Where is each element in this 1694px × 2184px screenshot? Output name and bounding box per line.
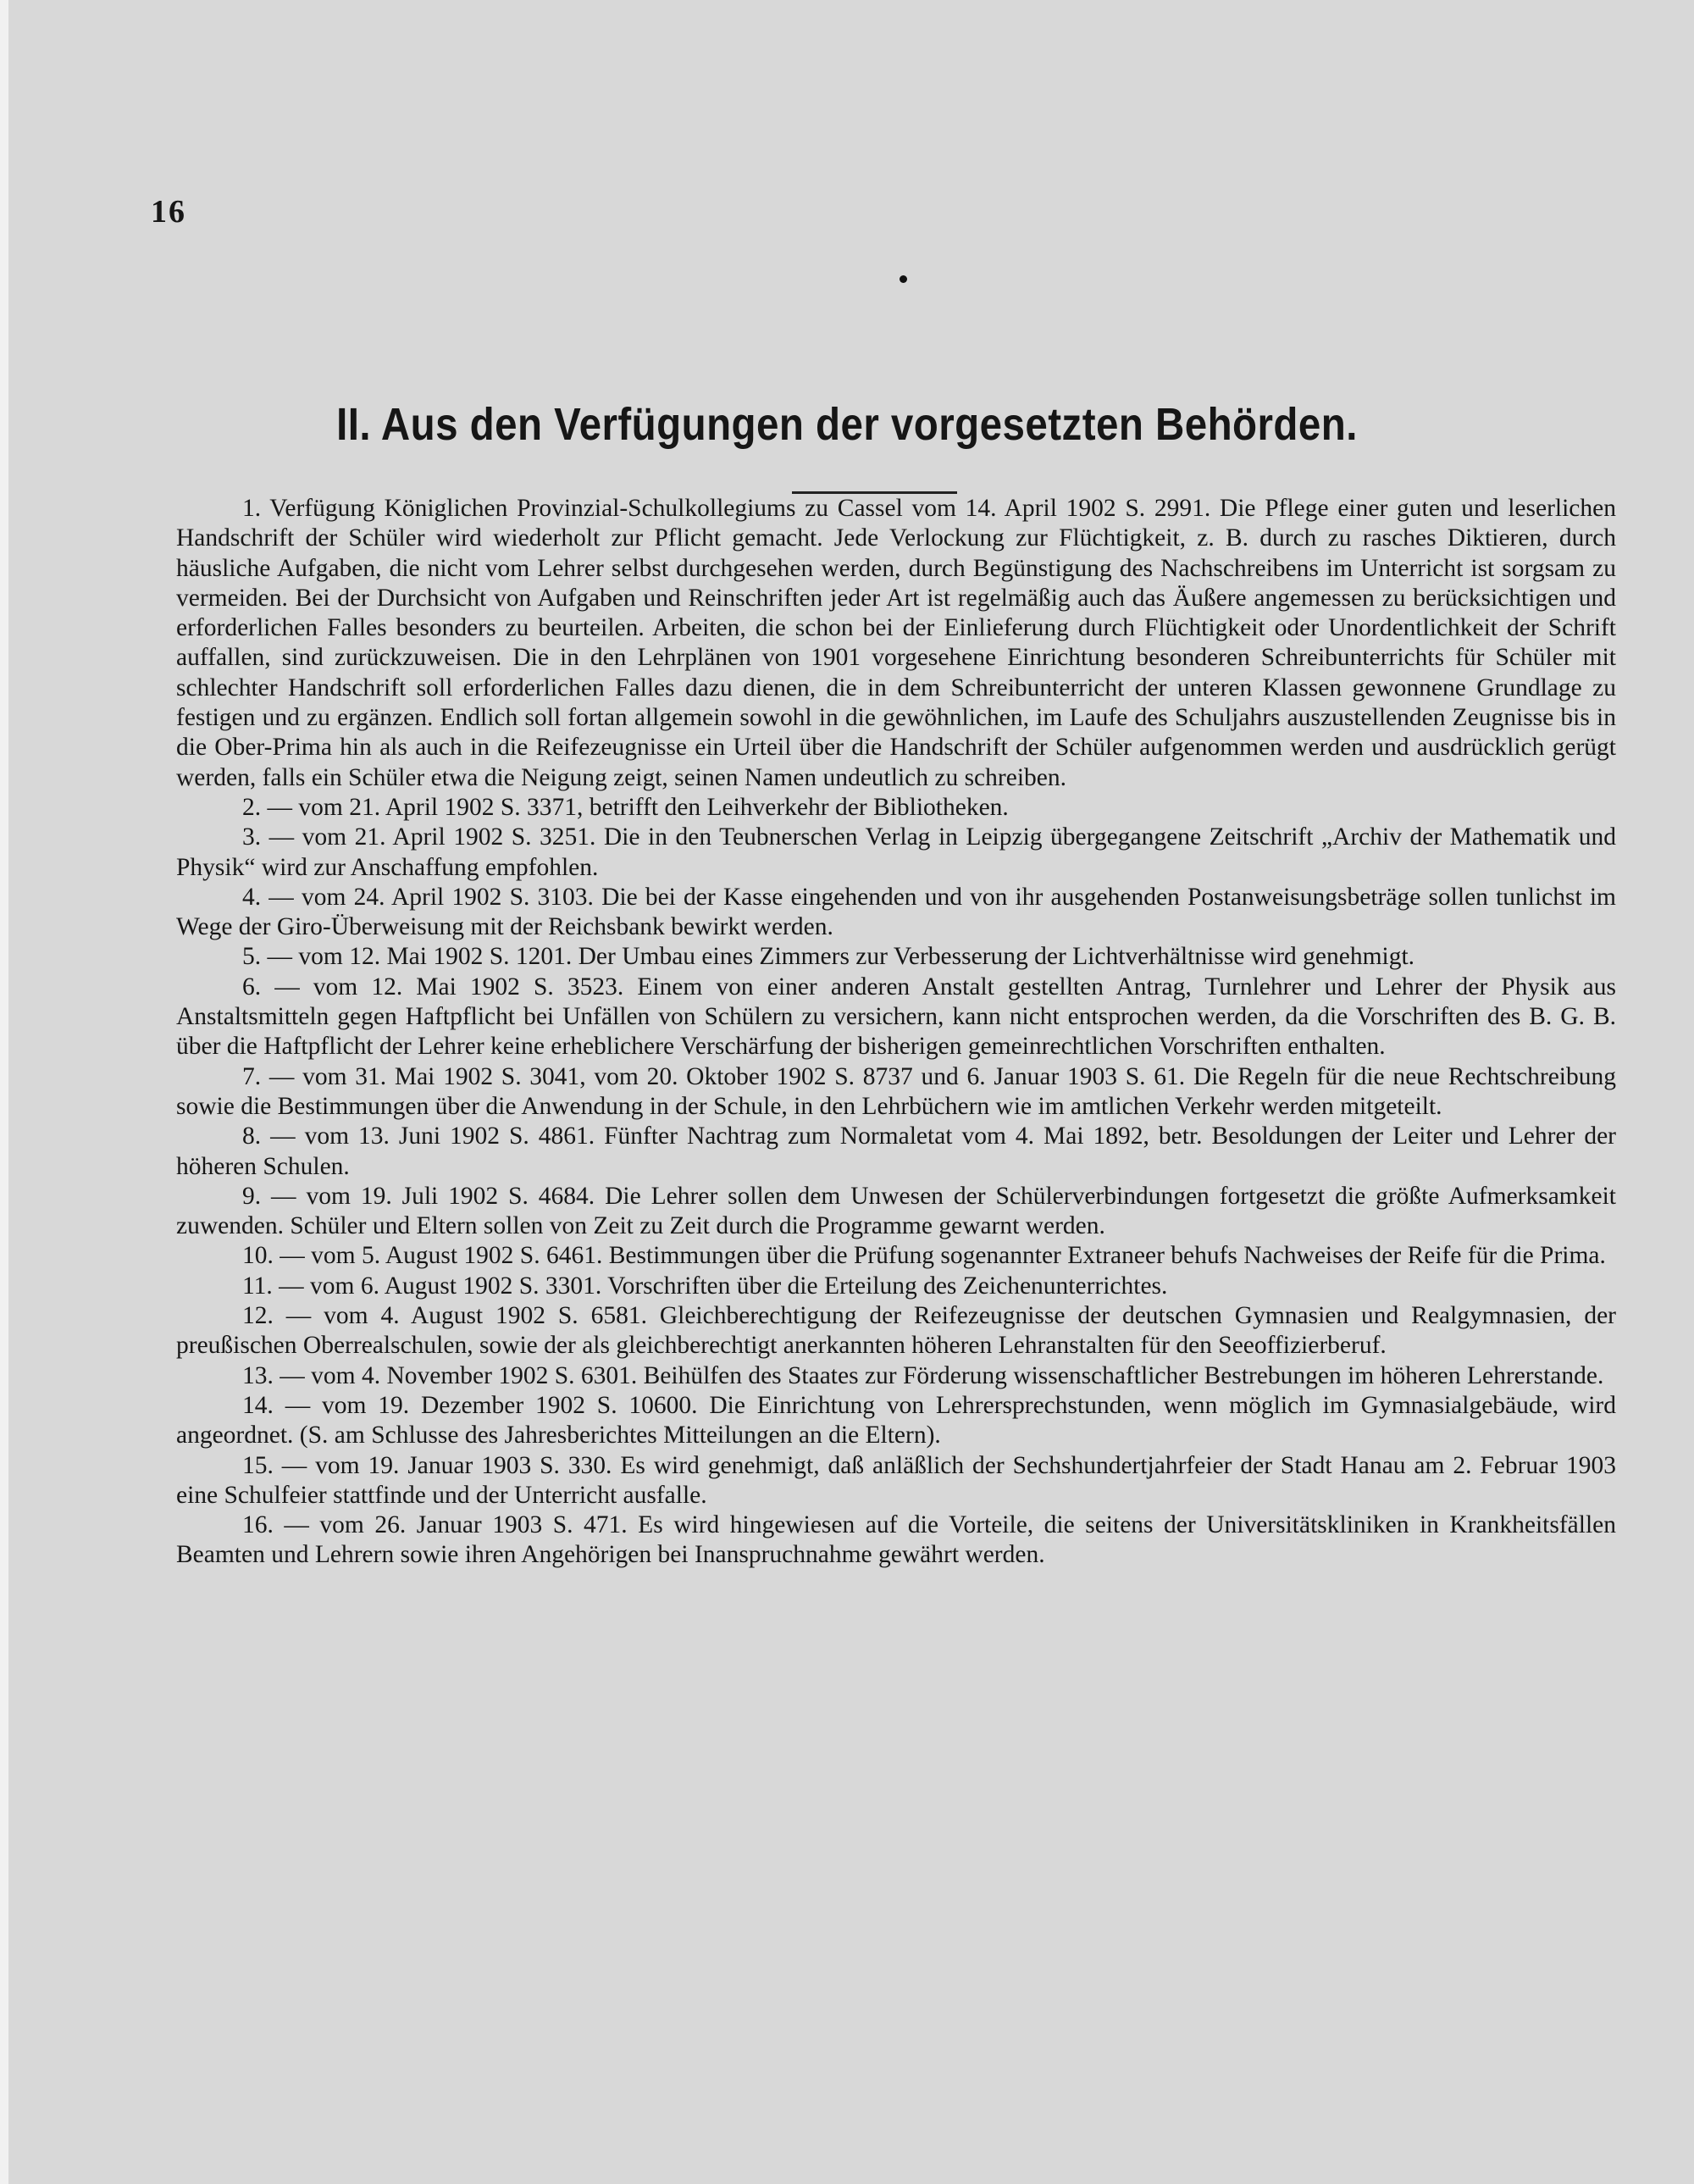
decree-item-16: 16. — vom 26. Januar 1903 S. 471. Es wird hingewiesen auf die Vorteile, die seitens der Universitätskliniken in Krankheitsfällen Beamten und Lehrern sowie ihren Angehörigen bei Inanspruchnahme gewährt werden. (176, 1511, 1616, 1569)
decree-item-5: 5. — vom 12. Mai 1902 S. 1201. Der Umbau eines Zimmers zur Verbesserung der Lichtverhältnisse wird genehmigt. (242, 943, 1415, 971)
decree-item-4: 4. — vom 24. April 1902 S. 3103. Die bei der Kasse eingehenden und von ihr ausgehenden Postanweisungsbeträge sollen tunlichst im Wege der Giro-Überweisung mit der Reichsbank bewirkt werden. (176, 883, 1616, 941)
section-heading: II. Aus den Verfügungen der vorgesetzten Behörden. (336, 399, 1358, 450)
decree-list (176, 494, 1616, 1571)
decree-item-15: 15. — vom 19. Januar 1903 S. 330. Es wird genehmigt, daß anläßlich der Sechshundertjahrfeier der Stadt Hanau am 2. Februar 1903 eine Schulfeier stattfinde und der Unterricht ausfalle. (176, 1451, 1616, 1509)
decree-item-6: 6. — vom 12. Mai 1902 S. 3523. Einem von einer anderen Anstalt gestellten Antrag, Turnlehrer und Lehrer der Physik aus Anstaltsmitteln gegen Haftpflicht bei Unfällen von Schülern zu versichern, kann nicht entsprochen werden, da die Vorschriften des B. G. B. über die Haftpflicht der Lehrer keine erheblichere Verschärfung der bisherigen gemeinrechtlichen Vorschriften enthalten. (176, 973, 1616, 1061)
decree-item-2: 2. — vom 21. April 1902 S. 3371, betrifft den Leihverkehr der Bibliotheken. (242, 793, 1009, 821)
ink-speck (900, 275, 907, 283)
page-number: 16 (151, 194, 186, 230)
decree-item-7: 7. — vom 31. Mai 1902 S. 3041, vom 20. Oktober 1902 S. 8737 und 6. Januar 1903 S. 61. Die Regeln für die neue Rechtschreibung sowie die Bestimmungen über die Anwendung in der Schule, in den Lehrbüchern wie im amtlichen Verkehr werden mitgeteilt. (176, 1062, 1616, 1120)
decree-item-8: 8. — vom 13. Juni 1902 S. 4861. Fünfter Nachtrag zum Normaletat vom 4. Mai 1892, betr. Besoldungen der Leiter und Lehrer der höheren Schulen. (176, 1122, 1616, 1180)
decree-item-9: 9. — vom 19. Juli 1902 S. 4684. Die Lehrer sollen dem Unwesen der Schülerverbindungen fortgesetzt die größte Aufmerksamkeit zuwenden. Schüler und Eltern sollen von Zeit zu Zeit durch die Programme gewarnt werden. (176, 1182, 1616, 1240)
decree-item-11: 11. — vom 6. August 1902 S. 3301. Vorschriften über die Erteilung des Zeichenunterrichtes. (242, 1272, 1168, 1300)
decree-item-14: 14. — vom 19. Dezember 1902 S. 10600. Die Einrichtung von Lehrersprechstunden, wenn möglich im Gymnasialgebäude, wird angeordnet. (S. am Schlusse des Jahresberichtes Mitteilungen an die Eltern). (176, 1391, 1616, 1450)
decree-item-12: 12. — vom 4. August 1902 S. 6581. Gleichberechtigung der Reifezeugnisse der deutschen Gymnasien und Realgymnasien, der preußischen Oberrealschulen, sowie der als gleichberechtigt anerkannten höheren Lehranstalten für den Seeoffizierberuf. (176, 1302, 1616, 1360)
decree-item-13: 13. — vom 4. November 1902 S. 6301. Beihülfen des Staates zur Förderung wissenschaftlicher Bestrebungen im höheren Lehrerstande. (242, 1361, 1604, 1389)
decree-item-10: 10. — vom 5. August 1902 S. 6461. Bestimmungen über die Prüfung sogenannter Extraneer behufs Nachweises der Reife für die Prima. (242, 1242, 1606, 1270)
decree-item-1: 1. Verfügung Königlichen Provinzial-Schulkollegiums zu Cassel vom 14. April 1902 S. 2991. Die Pflege einer guten und leserlichen Handschrift der Schüler wird wiederholt zur Pflicht gemacht. Jede Verlockung zur Flüchtigkeit, z. B. durch zu rasches Diktieren, durch häusliche Aufgaben, die nicht vom Lehrer selbst durchgesehen werden, durch Begünstigung des Nachschreibens im Unterricht ist sorgsam zu vermeiden. Bei der Durchsicht von Aufgaben und Reinschriften jeder Art ist regelmäßig auch das Äußere angemessen zu berücksichtigen und erforderlichen Falles besonders zu beurteilen. Arbeiten, die schon bei der Einlieferung durch Flüchtigkeit oder Unordentlichkeit der Schrift auffallen, sind zurückzuweisen. Die in den Lehrplänen von 1901 vorgesehene Einrichtung besonderen Schreibunterrichts für Schüler mit schlechter Handschrift soll erforderlichen Falles dazu dienen, die in dem Schreibunterricht der unteren Klassen gewonnene Grundlage zu festigen und zu ergänzen. Endlich soll fortan allgemein sowohl in die gewöhnlichen, im Laufe des Schuljahrs auszustellenden Zeugnisse bis in die Ober-Prima hin als auch in die Reifezeugnisse ein Urteil über die Handschrift der Schüler aufgenommen werden und ausdrücklich gerügt werden, falls ein Schüler etwa die Neigung zeigt, seinen Namen undeutlich zu schreiben. (176, 495, 1616, 791)
scan-edge (0, 0, 8, 2184)
decree-item-3: 3. — vom 21. April 1902 S. 3251. Die in den Teubnerschen Verlag in Leipzig übergegangene Zeitschrift „Archiv der Mathematik und Physik“ wird zur Anschaffung empfohlen. (176, 823, 1616, 881)
